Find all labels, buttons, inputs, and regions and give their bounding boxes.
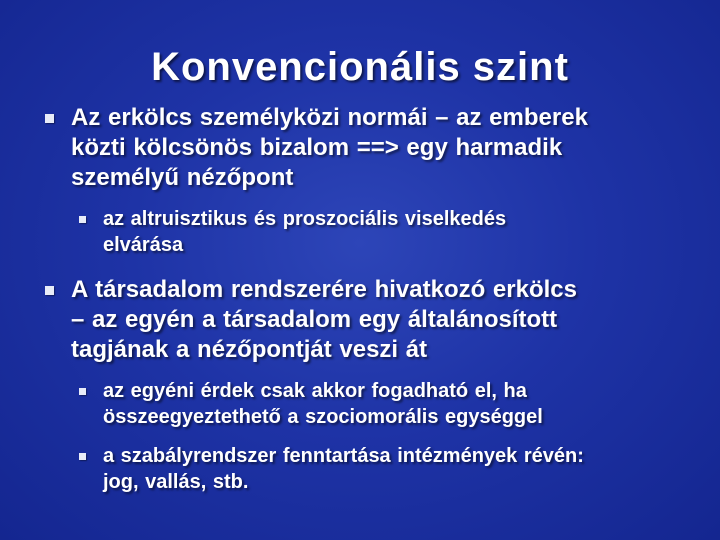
sub-bullet-item-3-line-2: jog, vallás, stb. bbox=[103, 471, 249, 493]
square-bullet-icon bbox=[79, 216, 86, 223]
sub-bullet-item-2-line-1: az egyéni érdek csak akkor fogadható el, ha bbox=[103, 380, 527, 402]
sub-bullet-item-2-line-2: összeegyeztethető a szociomorális egységgel bbox=[103, 406, 543, 428]
bullet-item-1-line-1: Az erkölcs személyközi normái – az emberek bbox=[71, 104, 588, 131]
sub-bullet-item-3-line-1: a szabályrendszer fenntartása intézmények révén: bbox=[103, 445, 584, 467]
sub-bullet-item-3 bbox=[103, 443, 693, 495]
sub-bullet-item-2 bbox=[103, 378, 693, 430]
square-bullet-icon bbox=[45, 114, 54, 123]
bullet-item-1-line-3: személyű nézőpont bbox=[71, 164, 294, 191]
sub-bullet-item-1-line-2: elvárása bbox=[103, 234, 184, 256]
bullet-item-2-line-2: – az egyén a társadalom egy általánosított bbox=[71, 306, 558, 333]
bullet-item-1 bbox=[71, 103, 691, 193]
sub-bullet-item-1 bbox=[103, 206, 693, 258]
bullet-item-2 bbox=[71, 275, 691, 365]
slide-title: Konvencionális szint bbox=[151, 45, 569, 89]
sub-bullet-item-1-line-1: az altruisztikus és proszociális viselkedés bbox=[103, 208, 507, 230]
square-bullet-icon bbox=[45, 286, 54, 295]
bullet-item-2-line-3: tagjának a nézőpontját veszi át bbox=[71, 336, 428, 363]
bullet-item-1-line-2: közti kölcsönös bizalom ==> egy harmadik bbox=[71, 134, 563, 161]
bullet-item-2-line-1: A társadalom rendszerére hivatkozó erkölcs bbox=[71, 276, 577, 303]
square-bullet-icon bbox=[79, 388, 86, 395]
square-bullet-icon bbox=[79, 453, 86, 460]
